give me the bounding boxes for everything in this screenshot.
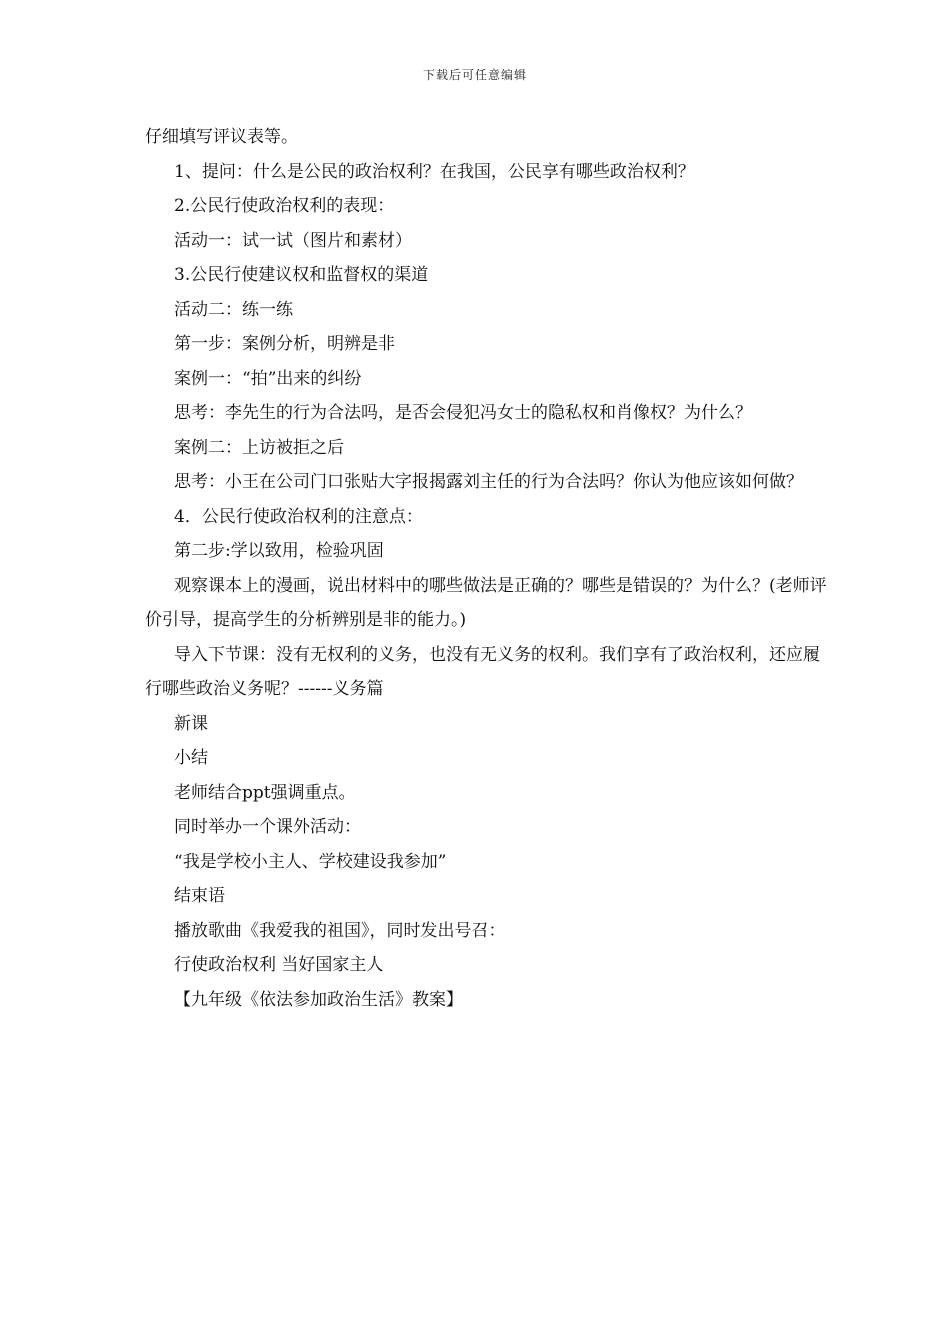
paragraph: 第二步:学以致用，检验巩固 bbox=[174, 541, 384, 561]
paragraph: 结束语 bbox=[174, 886, 225, 906]
paragraph: 仔细填写评议表等。 bbox=[145, 127, 298, 147]
paragraph: 行使政治权利 当好国家主人 bbox=[174, 955, 384, 975]
paragraph: “我是学校小主人、学校建设我参加” bbox=[174, 851, 447, 872]
paragraph: 活动一：试一试（图片和素材） bbox=[174, 230, 412, 251]
paragraph: 同时举办一个课外活动： bbox=[174, 817, 361, 837]
header-note: 下载后可任意编辑 bbox=[422, 68, 527, 82]
paragraph: 观察课本上的漫画，说出材料中的哪些做法是正确的？哪些是错误的？为什么？(老师评价引导，提高学生的分析辨别是非的能力。) bbox=[145, 575, 827, 630]
paragraph: 播放歌曲《我爱我的祖国》，同时发出号召： bbox=[174, 920, 506, 941]
paragraph: 1、提问：什么是公民的政治权利？在我国，公民享有哪些政治权利？ bbox=[174, 161, 695, 182]
paragraph: 老师结合ppt强调重点。 bbox=[174, 782, 356, 803]
paragraph: 活动二：练一练 bbox=[174, 299, 293, 320]
paragraph: 新课 bbox=[174, 713, 208, 734]
paragraph: 小结 bbox=[174, 748, 208, 768]
paragraph: 思考：小王在公司门口张贴大字报揭露刘主任的行为合法吗？你认为他应该如何做？ bbox=[174, 472, 803, 492]
paragraph: 3.公民行使建议权和监督权的渠道 bbox=[174, 265, 429, 285]
paragraph: 【九年级《依法参加政治生活》教案】 bbox=[174, 989, 463, 1010]
paragraph: 2.公民行使政治权利的表现： bbox=[174, 196, 395, 216]
paragraph: 4．公民行使政治权利的注意点： bbox=[174, 506, 423, 527]
paragraph: 导入下节课：没有无权利的义务，也没有无义务的权利。我们享有了政治权利，还应履行哪些政治义务呢？------义务篇 bbox=[145, 644, 820, 699]
paragraph: 思考：李先生的行为合法吗，是否会侵犯冯女士的隐私权和肖像权？为什么？ bbox=[174, 403, 752, 423]
paragraph: 案例一：“拍”出来的纠纷 bbox=[174, 368, 362, 389]
paragraph: 第一步：案例分析，明辨是非 bbox=[174, 334, 395, 354]
document-body bbox=[145, 120, 835, 1017]
paragraph: 案例二：上访被拒之后 bbox=[174, 437, 344, 458]
